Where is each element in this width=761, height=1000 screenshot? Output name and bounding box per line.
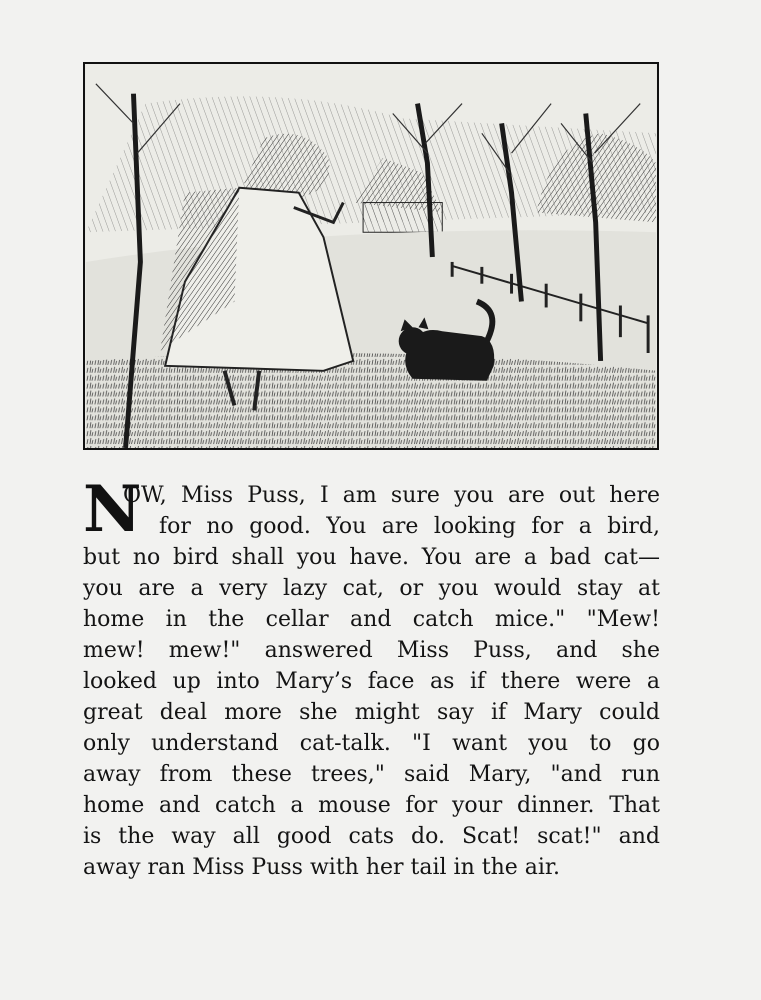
drop-cap: N [83,472,142,547]
story-line: away from these trees," said Mary, "and run [83,762,660,787]
story-line: OW, Miss Puss, I am sure you are out here [123,483,660,508]
story-text [83,472,660,883]
story-line: great deal more she might say if Mary could [83,700,660,725]
story-line: is the way all good cats do. Scat! scat!" and [83,824,660,849]
story-line: for no good. You are looking for a bird, [159,514,660,539]
story-line: home and catch a mouse for your dinner. That [83,793,660,818]
story-line: you are a very lazy cat, or you would stay at [83,576,660,601]
girl-and-cat-engraving [85,64,657,448]
story-line: looked up into Mary’s face as if there were a [83,669,660,694]
engraving-illustration [83,62,659,450]
story-line: mew! mew!" answered Miss Puss, and she [83,638,660,663]
story-line: away ran Miss Puss with her tail in the air. [83,855,561,880]
story-line: only understand cat-talk. "I want you to go [83,731,660,756]
story-line: but no bird shall you have. You are a bad cat— [83,545,660,570]
story-line: home in the cellar and catch mice." "Mew! [83,607,660,632]
